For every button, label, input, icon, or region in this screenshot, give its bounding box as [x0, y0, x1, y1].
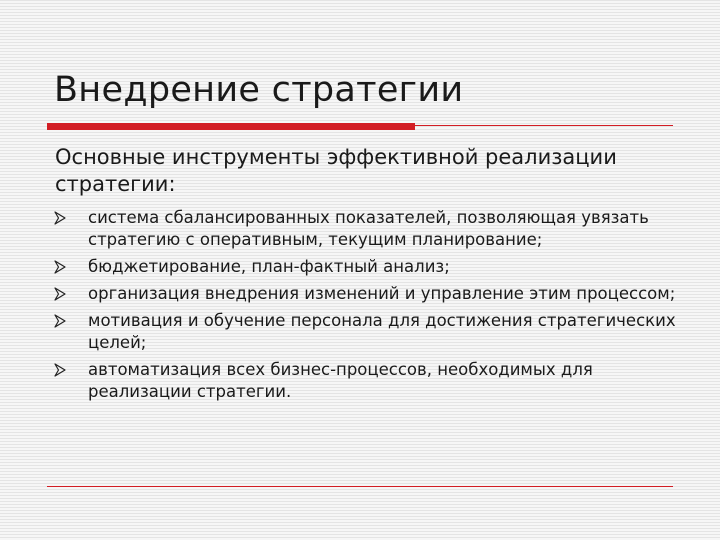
bullet-item: [50, 256, 690, 278]
arrowhead-bullet-icon: [53, 260, 67, 274]
bullet-text: организация внедрения изменений и управление этим процессом;: [88, 284, 676, 303]
bullet-item: [50, 207, 690, 251]
slide-title: Внедрение стратегии: [54, 70, 464, 110]
arrowhead-bullet-icon: [53, 363, 67, 377]
bullet-text: система сбалансированных показателей, позволяющая увязать стратегию с оперативным, текущим планирование;: [88, 208, 649, 249]
arrowhead-bullet-icon: [53, 287, 67, 301]
bullet-item: [50, 283, 690, 305]
slide-subtitle: Основные инструменты эффективной реализации стратегии:: [55, 145, 617, 196]
arrowhead-bullet-icon: [53, 211, 67, 225]
bullet-item: [50, 359, 690, 403]
bullet-item: [50, 310, 690, 354]
title-underline-accent: [47, 123, 415, 130]
bullet-text: бюджетирование, план-фактный анализ;: [88, 257, 450, 276]
bullet-text: мотивация и обучение персонала для достижения стратегических целей;: [88, 311, 676, 352]
arrowhead-bullet-icon: [53, 314, 67, 328]
title-underline-line: [415, 125, 673, 126]
bullet-text: автоматизация всех бизнес-процессов, необходимых для реализации стратегии.: [88, 360, 593, 401]
footer-divider: [47, 486, 673, 487]
bullet-list: [50, 207, 690, 408]
